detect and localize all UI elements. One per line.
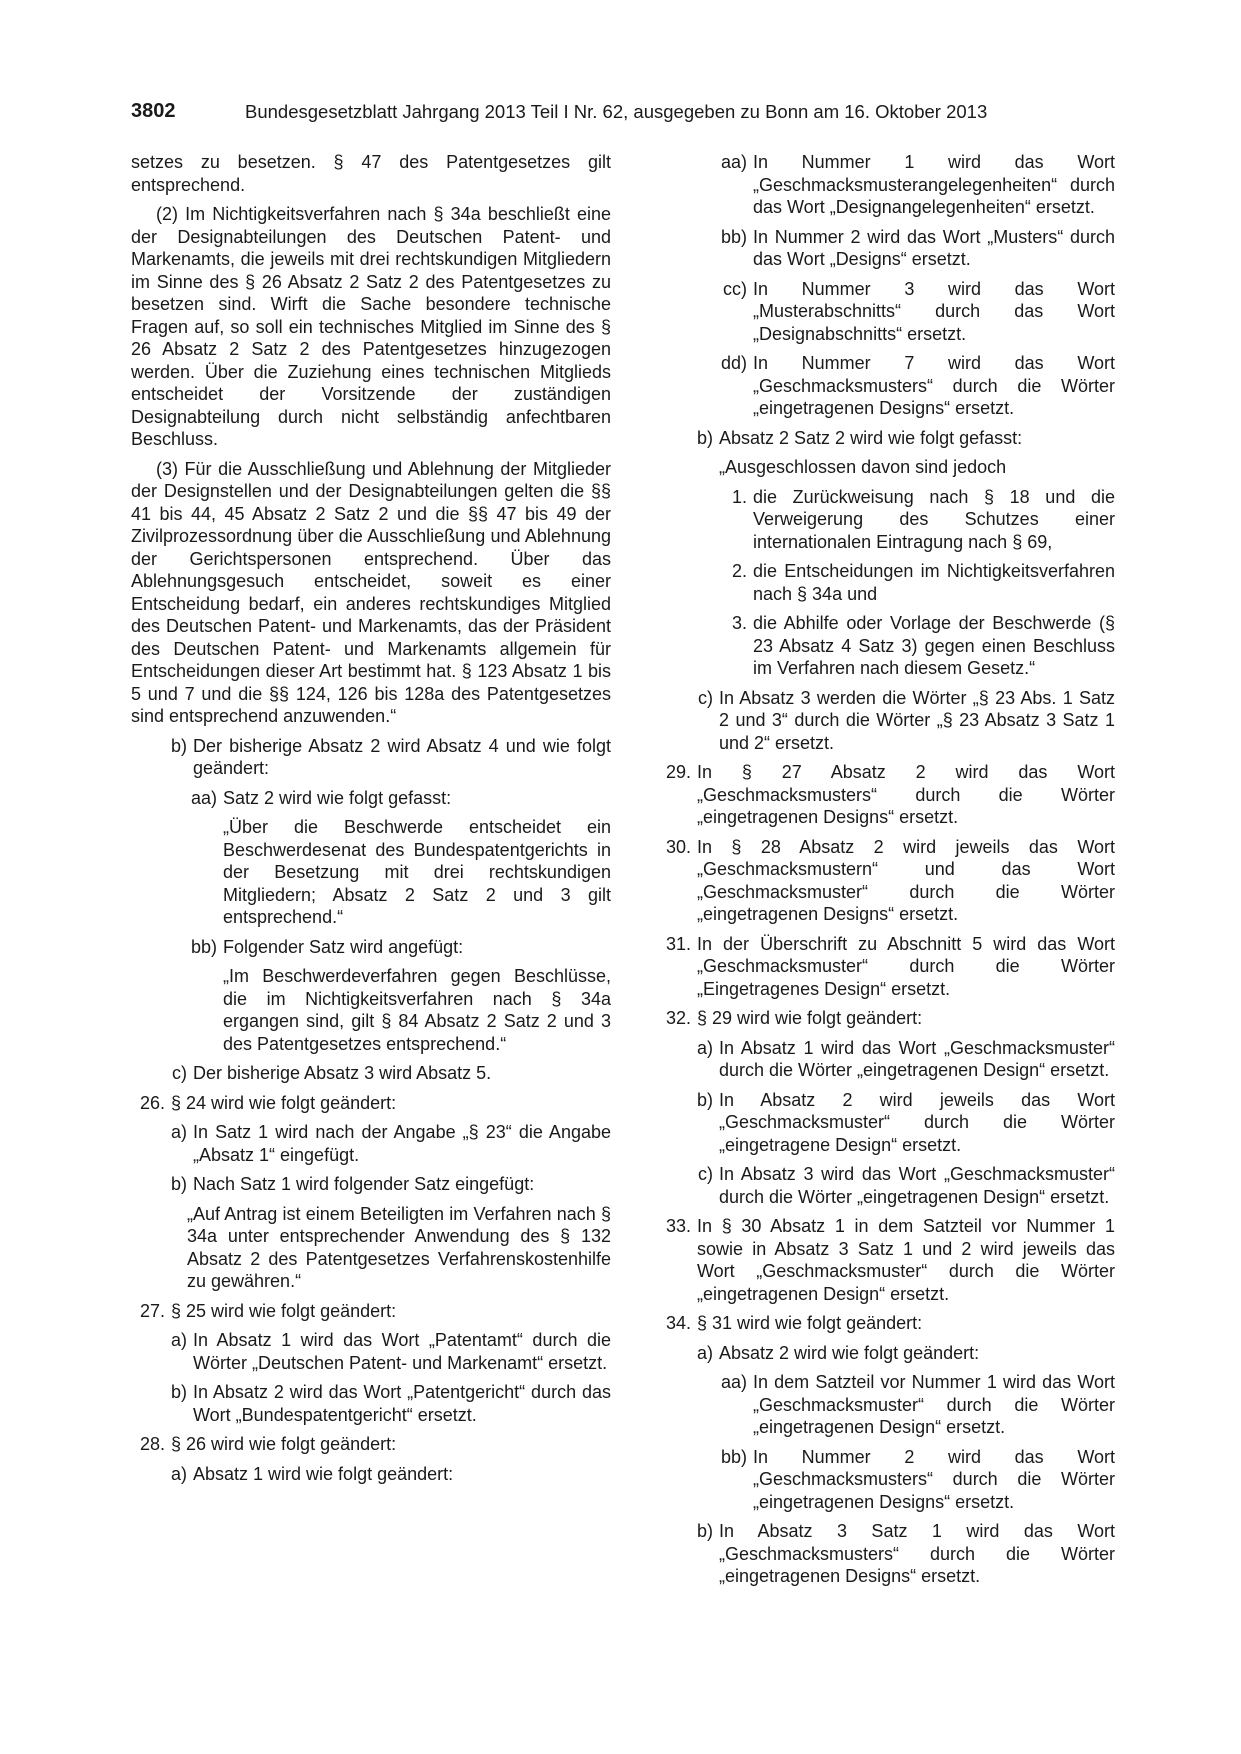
list-item <box>663 1446 1115 1514</box>
item-text: In Nummer 7 wird das Wort „Geschmacksmusters“ durch die Wörter „eingetragenen Designs“ ersetzt. <box>753 353 1115 418</box>
item-text: die Abhilfe oder Vorlage der Beschwerde (§ 23 Absatz 4 Satz 3) gegen einen Beschluss im Verfahren nach diesem Gesetz.“ <box>753 613 1115 678</box>
item-label: a) <box>170 1122 187 1142</box>
item-text: Satz 2 wird wie folgt gefasst: <box>223 787 452 808</box>
item-label: 2. <box>731 561 747 581</box>
list-item <box>663 1089 1115 1157</box>
item-text: In Nummer 2 wird das Wort „Musters“ durch das Wort „Designs“ ersetzt. <box>753 226 1115 269</box>
item-label: c) <box>698 1164 713 1184</box>
list-item <box>663 933 1115 1001</box>
item-text: In Absatz 3 Satz 1 wird das Wort „Geschmacksmusters“ durch die Wörter „eingetragenen Designs“ ersetzt. <box>719 1521 1115 1586</box>
list-item <box>663 278 1115 346</box>
list-item <box>663 1037 1115 1082</box>
item-text: Nach Satz 1 wird folgender Satz eingefügt: <box>193 1174 535 1194</box>
item-label: 34. <box>665 1313 691 1333</box>
item-text: In Nummer 3 wird das Wort „Musterabschnitts“ durch das Wort „Designabschnitts“ ersetzt. <box>753 278 1115 344</box>
list-item <box>663 560 1115 605</box>
list-item <box>663 1371 1115 1439</box>
item-text: die Entscheidungen im Nichtigkeitsverfahren nach § 34a und <box>753 561 1115 604</box>
list-item <box>663 761 1115 829</box>
item-label: cc) <box>723 278 747 299</box>
item-text: In Absatz 2 wird jeweils das Wort „Geschmacksmuster“ durch die Wörter „eingetragene Design“ ersetzt. <box>719 1089 1115 1155</box>
item-label: b) <box>696 1521 713 1541</box>
item-label: 27. <box>139 1300 165 1321</box>
list-item <box>131 1173 611 1196</box>
item-text: In Absatz 1 wird das Wort „Patentamt“ durch die Wörter „Deutschen Patent- und Markenamt“ ersetzt. <box>193 1330 611 1373</box>
list-item <box>663 1163 1115 1208</box>
list-item <box>131 1092 611 1115</box>
item-label: aa) <box>720 1372 747 1392</box>
item-label: c) <box>172 1063 187 1083</box>
item-text: die Zurückweisung nach § 18 und die Verweigerung des Schutzes einer internationalen Eintragung nach § 69, <box>753 486 1115 552</box>
paragraph-absatz-3: (3) Für die Ausschließung und Ablehnung der Mitglieder der Designstellen und der Designabteilungen gelten die §§ 41 bis 44, 45 Absatz 2 Satz 2 und die §§ 47 bis 49 der Zivilprozessordnung über die Ausschließung und Ablehnung der Gerichtspersonen entsprechend. Über das Ablehnungsgesuch entscheidet, soweit es einer Entscheidung bedarf, ein anderes rechtskundiges Mitglied des Deutschen Patent- und Markenamts, das der Präsident des Deutschen Patent- und Markenamts allgemein für Entscheidungen dieser Art bestimmt hat. § 123 Absatz 1 bis 5 und 7 und die §§ 124, 126 bis 128a des Patentgesetzes sind entsprechend anzuwenden.“ <box>131 458 611 726</box>
item-label: aa) <box>720 152 747 172</box>
item-label: 31. <box>665 933 691 954</box>
list-item <box>663 486 1115 554</box>
item-label: a) <box>696 1342 713 1363</box>
item-label: bb) <box>720 1446 747 1467</box>
page-number: 3802 <box>131 100 176 122</box>
list-item <box>663 612 1115 680</box>
item-text: In § 30 Absatz 1 in dem Satzteil vor Nummer 1 sowie in Absatz 3 Satz 1 und 2 wird jeweils das Wort „Geschmacksmuster“ durch die Wörter „eingetragenen Design“ ersetzt. <box>697 1216 1115 1304</box>
item-text: In Absatz 1 wird das Wort „Geschmacksmuster“ durch die Wörter „eingetragenen Design“ ersetzt. <box>719 1037 1115 1080</box>
item-label: 28. <box>139 1434 165 1454</box>
item-label: 33. <box>665 1216 691 1236</box>
item-text: Der bisherige Absatz 3 wird Absatz 5. <box>193 1063 492 1083</box>
item-label: bb) <box>720 226 747 247</box>
item-text: § 29 wird wie folgt geändert: <box>697 1008 923 1028</box>
item-text: Folgender Satz wird angefügt: <box>223 936 464 957</box>
list-item <box>663 836 1115 926</box>
item-text: In Satz 1 wird nach der Angabe „§ 23“ die Angabe „Absatz 1“ eingefügt. <box>193 1122 611 1165</box>
item-text: In dem Satzteil vor Nummer 1 wird das Wort „Geschmacksmuster“ durch die Wörter „eingetragenen Design“ ersetzt. <box>753 1372 1115 1437</box>
item-text: Absatz 2 Satz 2 wird wie folgt gefasst: <box>719 427 1023 448</box>
item-label: 3. <box>731 613 747 633</box>
item-label: c) <box>698 687 713 708</box>
list-item <box>131 1433 611 1456</box>
item-label: b) <box>170 735 187 756</box>
left-column <box>131 151 611 1492</box>
item-label: b) <box>696 427 713 448</box>
list-item <box>131 1062 611 1085</box>
item-label: a) <box>170 1463 187 1484</box>
item-label: 30. <box>665 836 691 857</box>
item-label: 1. <box>731 486 747 507</box>
right-column <box>663 151 1115 1595</box>
item-label: 32. <box>665 1008 691 1028</box>
paragraph-continuation: setzes zu besetzen. § 47 des Patentgesetzes gilt entsprechend. <box>131 152 611 195</box>
quoted-text: „Über die Beschwerde entscheidet ein Beschwerdesenat des Bundespatentgerichts in der Besetzung mit drei rechtskundigen Mitgliedern; Absatz 2 Satz 2 und 3 gilt entsprechend.“ <box>223 817 611 927</box>
item-text: Absatz 2 wird wie folgt geändert: <box>719 1342 980 1363</box>
list-item <box>663 427 1115 450</box>
item-label: bb) <box>190 936 217 957</box>
list-item <box>131 1300 611 1323</box>
item-label: b) <box>696 1089 713 1110</box>
page-header <box>131 100 1011 132</box>
item-label: b) <box>170 1174 187 1194</box>
item-text: § 31 wird wie folgt geändert: <box>697 1313 923 1333</box>
list-item <box>131 735 611 780</box>
item-text: In § 28 Absatz 2 wird jeweils das Wort „Geschmacksmustern“ und das Wort „Geschmacksmuster“ durch die Wörter „eingetragenen Designs“ ersetzt. <box>697 836 1115 924</box>
paragraph-absatz-2: (2) Im Nichtigkeitsverfahren nach § 34a beschließt eine der Designabteilungen des Deutschen Patent- und Markenamts, die jeweils mit drei rechtskundigen Mitgliedern im Sinne des § 26 Absatz 2 Satz 2 des Patentgesetzes zu besetzen sind. Wirft die Sache besondere technische Fragen auf, so soll ein technisches Mitglied im Sinne des § 26 Absatz 2 Satz 2 des Patentgesetzes hinzugezogen werden. Über die Zuziehung eines technischen Mitglieds entscheidet der Vorsitzende der zuständigen Designabteilung durch nicht selbständig anfechtbaren Beschluss. <box>131 204 611 449</box>
list-item <box>131 1329 611 1374</box>
list-item <box>131 1381 611 1426</box>
list-item <box>131 1121 611 1166</box>
list-item <box>663 1520 1115 1588</box>
item-label: 29. <box>665 762 691 782</box>
item-label: b) <box>170 1382 187 1402</box>
item-text: Absatz 1 wird wie folgt geändert: <box>193 1463 454 1484</box>
list-item <box>663 1342 1115 1365</box>
list-item <box>663 1215 1115 1305</box>
item-text: § 25 wird wie folgt geändert: <box>171 1300 397 1321</box>
item-label: a) <box>170 1330 187 1350</box>
list-item <box>131 936 611 959</box>
item-label: 26. <box>139 1092 165 1113</box>
item-label: dd) <box>720 353 747 373</box>
quoted-text: „Im Beschwerdeverfahren gegen Beschlüsse, die im Nichtigkeitsverfahren nach § 34a ergangen sind, gilt § 84 Absatz 2 Satz 2 und 3 des Patentgesetzes entsprechend.“ <box>223 966 611 1054</box>
list-item <box>663 687 1115 755</box>
list-item <box>663 1312 1115 1335</box>
list-item <box>131 787 611 810</box>
list-item <box>663 352 1115 420</box>
item-text: Der bisherige Absatz 2 wird Absatz 4 und wie folgt geändert: <box>193 735 611 778</box>
item-text: In Absatz 3 werden die Wörter „§ 23 Abs. 1 Satz 2 und 3“ durch die Wörter „§ 23 Absatz 3 Satz 1 und 2“ ersetzt. <box>719 687 1115 753</box>
item-text: In Nummer 1 wird das Wort „Geschmacksmusterangelegenheiten“ durch das Wort „Designangelegenheiten“ ersetzt. <box>753 152 1115 217</box>
item-text: In Absatz 2 wird das Wort „Patentgericht“ durch das Wort „Bundespatentgericht“ ersetzt. <box>193 1382 611 1425</box>
item-text: § 26 wird wie folgt geändert: <box>171 1434 397 1454</box>
list-item <box>663 151 1115 219</box>
item-text: In Nummer 2 wird das Wort „Geschmacksmusters“ durch die Wörter „eingetragenen Designs“ ersetzt. <box>753 1446 1115 1512</box>
quoted-text: „Ausgeschlossen davon sind jedoch <box>719 457 1007 477</box>
item-text: In der Überschrift zu Abschnitt 5 wird das Wort „Geschmacksmuster“ durch die Wörter „Eingetragenes Design“ ersetzt. <box>697 933 1115 999</box>
item-label: aa) <box>190 787 217 808</box>
item-text: In § 27 Absatz 2 wird das Wort „Geschmacksmusters“ durch die Wörter „eingetragenen Designs“ ersetzt. <box>697 762 1115 827</box>
item-label: a) <box>696 1037 713 1058</box>
item-text: In Absatz 3 wird das Wort „Geschmacksmuster“ durch die Wörter „eingetragenen Design“ ersetzt. <box>719 1164 1115 1207</box>
list-item <box>663 1007 1115 1030</box>
item-text: § 24 wird wie folgt geändert: <box>171 1092 397 1113</box>
list-item <box>663 226 1115 271</box>
journal-title: Bundesgesetzblatt Jahrgang 2013 Teil I Nr. 62, ausgegeben zu Bonn am 16. Oktober 2013 <box>245 101 988 122</box>
list-item <box>131 1463 611 1486</box>
quoted-text: „Auf Antrag ist einem Beteiligten im Verfahren nach § 34a unter entsprechender Anwendung des § 132 Absatz 2 des Patentgesetzes Verfahrenskostenhilfe zu gewähren.“ <box>187 1203 611 1291</box>
